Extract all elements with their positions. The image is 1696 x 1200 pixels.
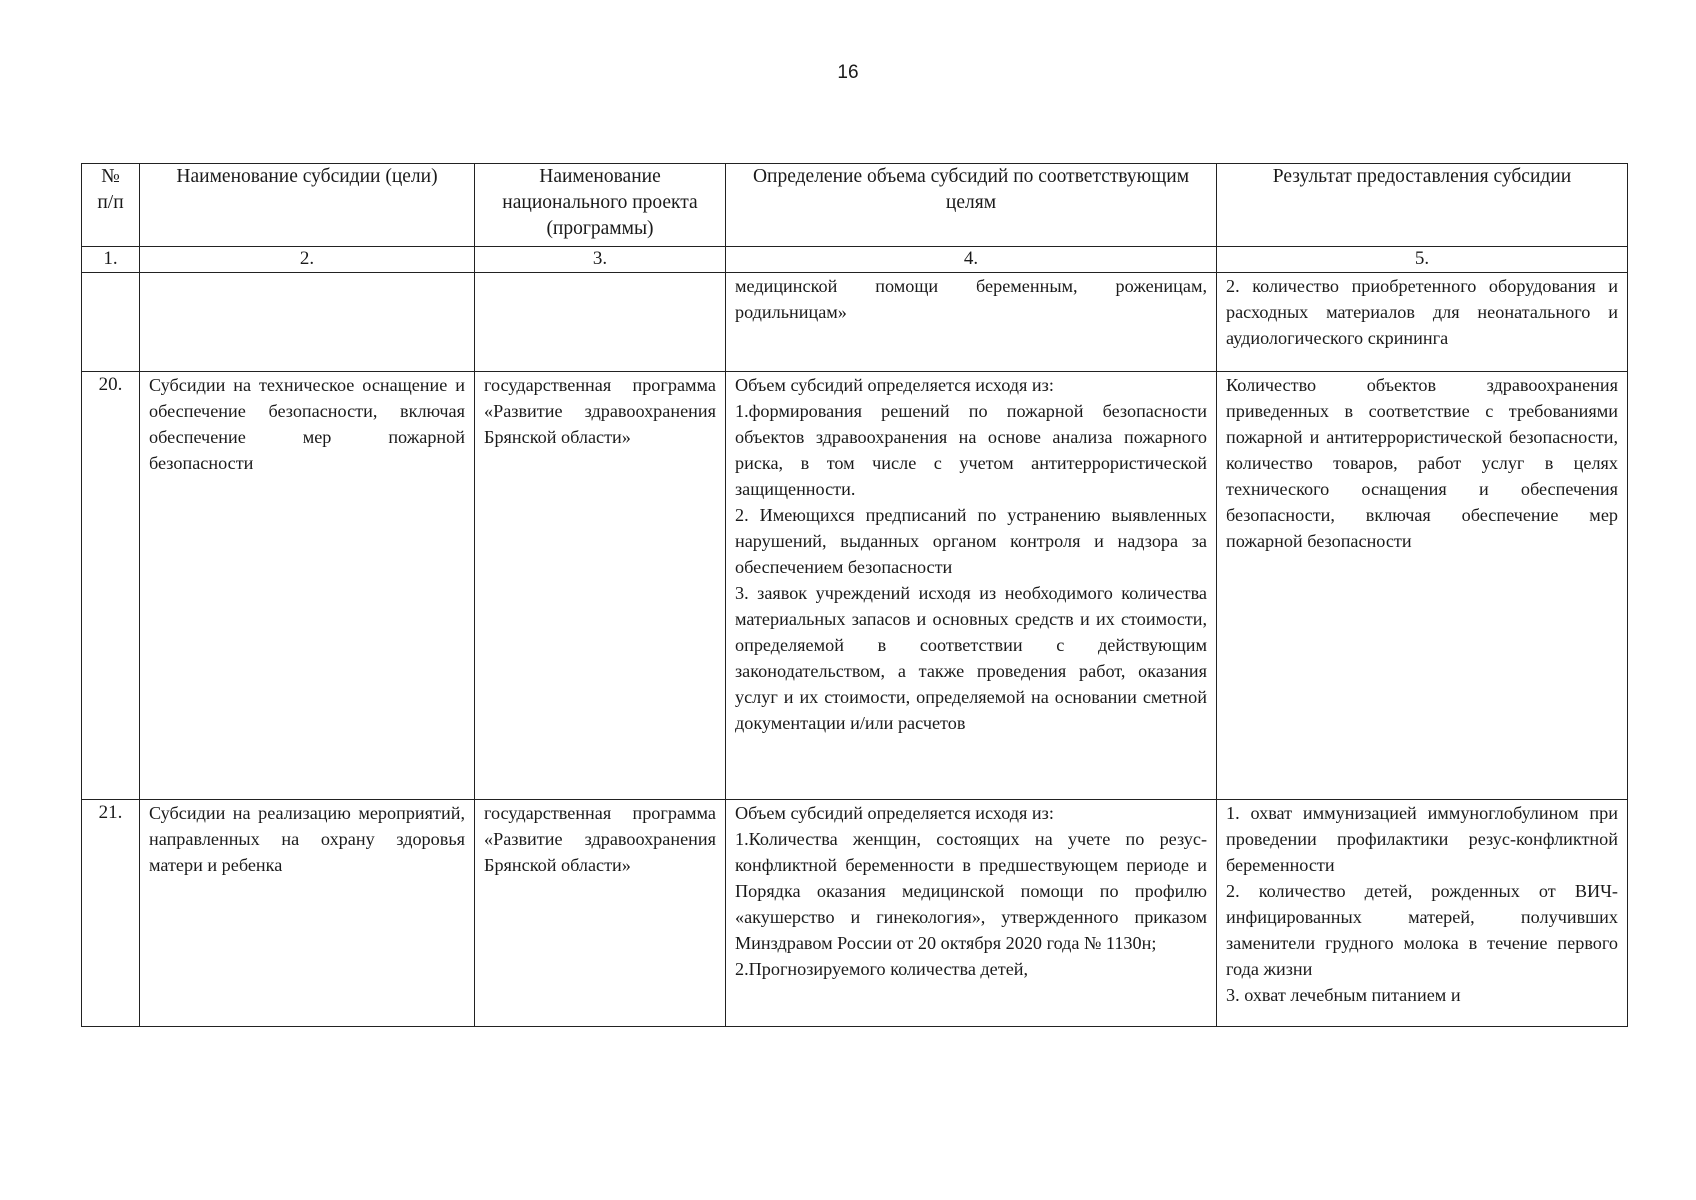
table-row <box>82 800 1628 1027</box>
subsidy-name: Субсидии на техническое оснащение и обеспечение безопасности, включая обеспечение мер пожарной безопасности <box>140 372 475 800</box>
column-number: 3. <box>475 247 726 273</box>
result-paragraph: Количество объектов здравоохранения приведенных в соответствие с требованиями пожарной и антитеррористической безопасности, количество товаров, работ услуг в целях технического оснащения и обеспечения безопасности, включая обеспечение мер пожарной безопасности <box>1226 375 1618 551</box>
definition-paragraph: 2.Прогнозируемого количества детей, <box>735 959 1029 979</box>
definition-paragraph: Объем субсидий определяется исходя из: <box>735 375 1054 395</box>
column-number: 5. <box>1217 247 1628 273</box>
column-number: 2. <box>140 247 475 273</box>
table-row <box>82 273 1628 372</box>
table-header-row <box>82 164 1628 247</box>
national-project <box>475 273 726 372</box>
national-project: государственная программа «Развитие здравоохранения Брянской области» <box>475 372 726 800</box>
table-row <box>82 372 1628 800</box>
definition-paragraph: 2. Имеющихся предписаний по устранению выявленных нарушений, выданных органом контроля и надзора за обеспечением безопасности <box>735 505 1207 577</box>
subsidy-name: Субсидии на реализацию мероприятий, направленных на охрану здоровья матери и ребенка <box>140 800 475 1027</box>
definition-paragraph: Объем субсидий определяется исходя из: <box>735 803 1054 823</box>
page-number: 16 <box>837 62 859 83</box>
definition-paragraph: 1.Количества женщин, состоящих на учете по резус-конфликтной беременности в предшествующем периоде и Порядка оказания медицинской помощи по профилю «акушерство и гинекология», утвержденного приказом Минздравом России от 20 октября 2020 года № 1130н; <box>735 829 1207 953</box>
volume-definition <box>726 800 1217 1027</box>
row-number: 21. <box>82 800 140 1027</box>
volume-definition <box>726 372 1217 800</box>
definition-paragraph: 1.формирования решений по пожарной безопасности объектов здравоохранения на основе анализа пожарного риска, в том числе с учетом антитеррористической защищенности. <box>735 401 1207 499</box>
subsidy-name <box>140 273 475 372</box>
row-number: 20. <box>82 372 140 800</box>
result-paragraph: 1. охват иммунизацией иммуноглобулином при проведении профилактики резус-конфликтной беременности <box>1226 803 1618 875</box>
column-number-row <box>82 247 1628 273</box>
subsidy-result <box>1217 800 1628 1027</box>
result-paragraph: 2. количество приобретенного оборудования и расходных материалов для неонатального и аудиологического скрининга <box>1226 276 1618 348</box>
header-volume-definition: Определение объема субсидий по соответствующим целям <box>726 164 1217 247</box>
header-subsidy-name: Наименование субсидии (цели) <box>140 164 475 247</box>
header-national-project: Наименование национального проекта (программы) <box>475 164 726 247</box>
definition-paragraph: 3. заявок учреждений исходя из необходимого количества материальных запасов и основных средств и их стоимости, определяемой в соответствии с действующим законодательством, а также проведения работ, оказания услуг и их стоимости, определяемой на основании сметной документации и/или расчетов <box>735 583 1207 733</box>
header-number: № п/п <box>82 164 140 247</box>
result-paragraph: 2. количество детей, рожденных от ВИЧ-инфицированных матерей, получивших заменители грудного молока в течение первого года жизни <box>1226 881 1618 979</box>
result-paragraph: 3. охват лечебным питанием и <box>1226 985 1461 1005</box>
subsidy-result <box>1217 273 1628 372</box>
definition-paragraph: медицинской помощи беременным, роженицам, родильницам» <box>735 276 1207 322</box>
row-number <box>82 273 140 372</box>
volume-definition <box>726 273 1217 372</box>
subsidy-table <box>81 163 1628 1027</box>
column-number: 4. <box>726 247 1217 273</box>
subsidy-result <box>1217 372 1628 800</box>
column-number: 1. <box>82 247 140 273</box>
national-project: государственная программа «Развитие здравоохранения Брянской области» <box>475 800 726 1027</box>
header-result: Результат предоставления субсидии <box>1217 164 1628 247</box>
